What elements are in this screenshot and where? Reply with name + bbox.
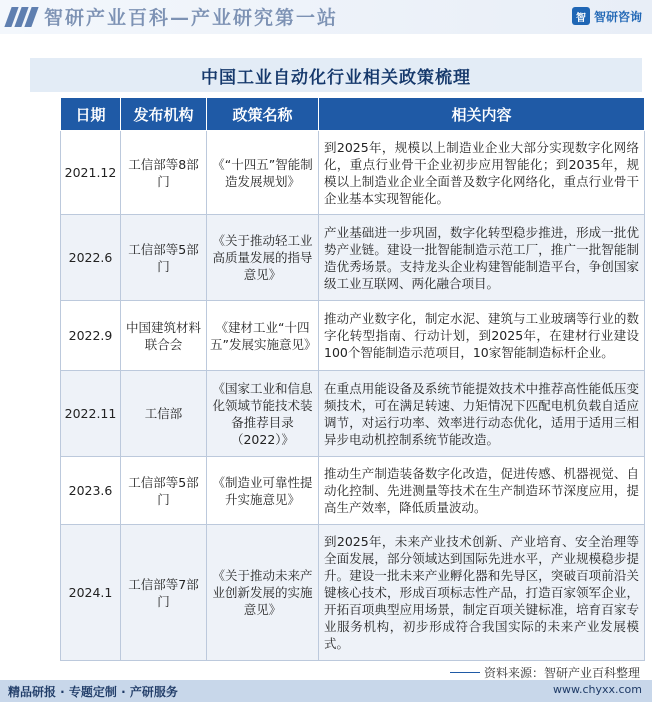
table-row — [61, 457, 645, 525]
cell-policy-name: 《制造业可靠性提升实施意见》 — [207, 457, 319, 525]
cell-content: 推动生产制造装备数字化改造，促进传感、机器视觉、自动化控制、先进测量等技术在生产制造环节深度应用，提高生产效率，降低质量波动。 — [319, 457, 645, 525]
cell-policy-name: 《“十四五”智能制造发展规划》 — [207, 131, 319, 215]
cell-date: 2023.6 — [61, 457, 121, 525]
cell-org: 工信部等5部门 — [121, 457, 207, 525]
header-bar — [0, 0, 652, 34]
cell-content: 到2025年，规模以上制造业企业大部分实现数字化网络化，重点行业骨干企业初步应用智能化；到2035年，规模以上制造业企业全面普及数字化网络化，重点行业骨干企业基本实现智能化。 — [319, 131, 645, 215]
footer-website-link[interactable]: www.chyxx.com — [552, 683, 642, 696]
table-row — [61, 371, 645, 457]
footer-services: 精品研报 · 专题定制 · 产研服务 — [8, 685, 178, 699]
cell-policy-name: 《关于推动轻工业高质量发展的指导意见》 — [207, 215, 319, 301]
table-row — [61, 215, 645, 301]
column-header-org: 发布机构 — [121, 98, 207, 131]
cell-org: 工信部等8部门 — [121, 131, 207, 215]
source-divider — [450, 672, 480, 673]
policy-table — [60, 97, 645, 661]
cell-policy-name: 《国家工业和信息化领域节能技术装备推荐目录（2022）》 — [207, 371, 319, 457]
table-header-row — [61, 98, 645, 131]
cell-content: 推动产业数字化，制定水泥、建筑与工业玻璃等行业的数字化转型指南、行动计划，到2025年，在建材行业建设100个智能制造示范项目，10家智能制造标杆企业。 — [319, 301, 645, 371]
cell-date: 2021.12 — [61, 131, 121, 215]
column-header-name: 政策名称 — [207, 98, 319, 131]
zhiyan-logo-icon — [8, 6, 36, 28]
cell-date: 2022.9 — [61, 301, 121, 371]
cell-date: 2022.11 — [61, 371, 121, 457]
page-title: 中国工业自动化行业相关政策梳理 — [30, 58, 642, 92]
table-row — [61, 131, 645, 215]
source-note — [450, 664, 640, 681]
cell-org: 工信部等7部门 — [121, 525, 207, 661]
cell-date: 2022.6 — [61, 215, 121, 301]
column-header-content: 相关内容 — [319, 98, 645, 131]
cell-policy-name: 《关于推动未来产业创新发展的实施意见》 — [207, 525, 319, 661]
cell-content: 在重点用能设备及系统节能提效技术中推荐高性能低压变频技术，可在满足转速、力矩情况下匹配电机负载自适应调节，对运行功率、效率进行动态优化，适用于适用三相异步电动机控制系统节能改造。 — [319, 371, 645, 457]
footer-bar — [0, 680, 652, 702]
cell-date: 2024.1 — [61, 525, 121, 661]
brand-name: 智研咨询 — [593, 9, 642, 24]
cell-org: 工信部等5部门 — [121, 215, 207, 301]
chyxx-logo-icon: 智 — [572, 7, 590, 25]
cell-content: 到2025年，未来产业技术创新、产业培育、安全治理等全面发展，部分领域达到国际先进水平，产业规模稳步提升。建设一批未来产业孵化器和先导区，突破百项前沿关键核心技术，形成百项标志性产品，打造百家领军企业，开拓百项典型应用场景，制定百项关键标准，培育百家专业服务机构，初步形成符合我国实际的未来产业发展模式。 — [319, 525, 645, 661]
table-row — [61, 301, 645, 371]
cell-policy-name: 《建材工业“十四五”发展实施意见》 — [207, 301, 319, 371]
column-header-date: 日期 — [61, 98, 121, 131]
brand — [572, 7, 642, 25]
cell-content: 产业基础进一步巩固，数字化转型稳步推进，形成一批优势产业链。建设一批智能制造示范工厂，推广一批智能制造优秀场景。支持龙头企业构建智能制造平台，争创国家级工业互联网、两化融合项目。 — [319, 215, 645, 301]
cell-org: 中国建筑材料联合会 — [121, 301, 207, 371]
header-title: 智研产业百科—产业研究第一站 — [44, 7, 339, 29]
table-row — [61, 525, 645, 661]
source-text: 资料来源：智研产业百科整理 — [483, 666, 640, 680]
cell-org: 工信部 — [121, 371, 207, 457]
